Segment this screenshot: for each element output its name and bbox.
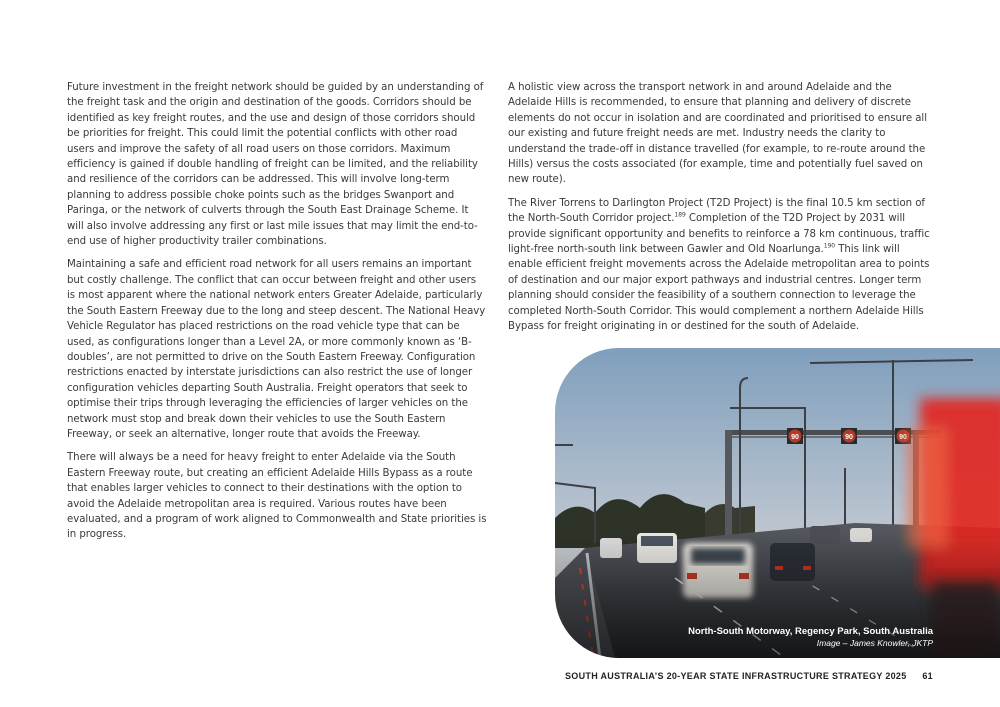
left-paragraph-2: Maintaining a safe and efficient road network for all users remains an important but costly challenge. The conflict that can occur between freight and other users is most apparent where the national network enters Greater Adelaide, particularly the South Eastern Freeway due to the long and steep descent. The National Heavy Vehicle Regulator has placed restrictions on the road vehicle type that can be used, as configurations longer than a Level 2A, or more commonly known as ‘B-doubles’, are not permitted to drive on the South Eastern Freeway. Configuration restrictions enacted by interstate jurisdictions can also restrict the use of longer configuration vehicles departing South Australia. Freight operators that seek to optimise their trips through leveraging the efficiencies of larger vehicles on the network must stop and break down their vehicles to use the South Eastern Freeway, or seek an alternative, longer route that avoids the Freeway.: [67, 259, 486, 440]
caption-title: North-South Motorway, Regency Park, South Australia: [688, 626, 933, 637]
footer-title: SOUTH AUSTRALIA’S 20-YEAR STATE INFRASTRUCTURE STRATEGY 2025: [565, 671, 907, 681]
left-paragraph-1: Future investment in the freight network should be guided by an understanding of the freight task and the origin and destination of the goods. Corridors should be identified as key freight routes, and the use and design of those corridors should be priorities for freight. This could limit the potential conflicts with other road users and improve the safety of all road users on those corridors. Maximum efficiency is gained if double handling of freight can be limited, and the reliability and resilience of the corridors can be addressed. This will involve long-term planning to address possible choke points such as the bridges Swanport and Paringa, or the network of culverts through the South East Drainage Scheme. It will also involve addressing any first or last mile issues that may limit the end-to-end use of higher productivity trailer combinations.: [67, 82, 484, 248]
t2d-text-a: The River Torrens to Darlington Project (T2D Project) is the final 10.5 km section of the North-South Corridor project.: [508, 197, 925, 225]
motorway-photo: [555, 348, 1000, 658]
left-text-column: [67, 80, 487, 551]
right-paragraph-1: A holistic view across the transport network in and around Adelaide and the Adelaide Hills is recommended, to ensure that planning and delivery of discrete elements do not occur in isolation and are coordinated and prioritised to ensure all our existing and future freight needs are met. Industry needs the clarity to understand the trade-off in distance travelled (for example, to re-route around the Hills) versus the costs associated (for example, time and potentially fuel saved on new route).: [508, 82, 927, 186]
right-text-column: [508, 80, 933, 343]
page-footer: [565, 671, 933, 681]
footnote-ref-189[interactable]: 189: [674, 211, 686, 219]
t2d-text-c: This link will enable efficient freight movements across the Adelaide metropolitan area to points of destination and our major export pathways and industrial centres. Longer term planning should consider the feasibility of a southern connection to leverage the completed North-South Corridor. This would complement a northern Adelaide Hills Bypass for freight originating in or destined for the south of Adelaide.: [508, 244, 930, 333]
photo-caption: [688, 626, 933, 649]
caption-credit: Image – James Knowler, JKTP: [816, 638, 933, 648]
t2d-text-b: Completion of the T2D Project by 2031 will provide significant opportunity and benefits to reinforce a 78 km continuous, traffic light-free north-south link between Gawler and Old Noarlunga.: [508, 213, 930, 256]
footnote-ref-190[interactable]: 190: [823, 242, 836, 250]
motorway-illustration: [555, 348, 1000, 658]
left-paragraph-3: There will always be a need for heavy freight to enter Adelaide via the South Eastern Freeway route, but creating an efficient Adelaide Hills Bypass as a route that enables larger vehicles to connect to their destinations with the option to avoid the Adelaide metropolitan area is required. Various routes have been evaluated, and a program of work aligned to Commonwealth and State priorities is in progress.: [67, 452, 487, 541]
right-paragraph-2: [508, 196, 933, 335]
page-number: 61: [922, 671, 933, 681]
